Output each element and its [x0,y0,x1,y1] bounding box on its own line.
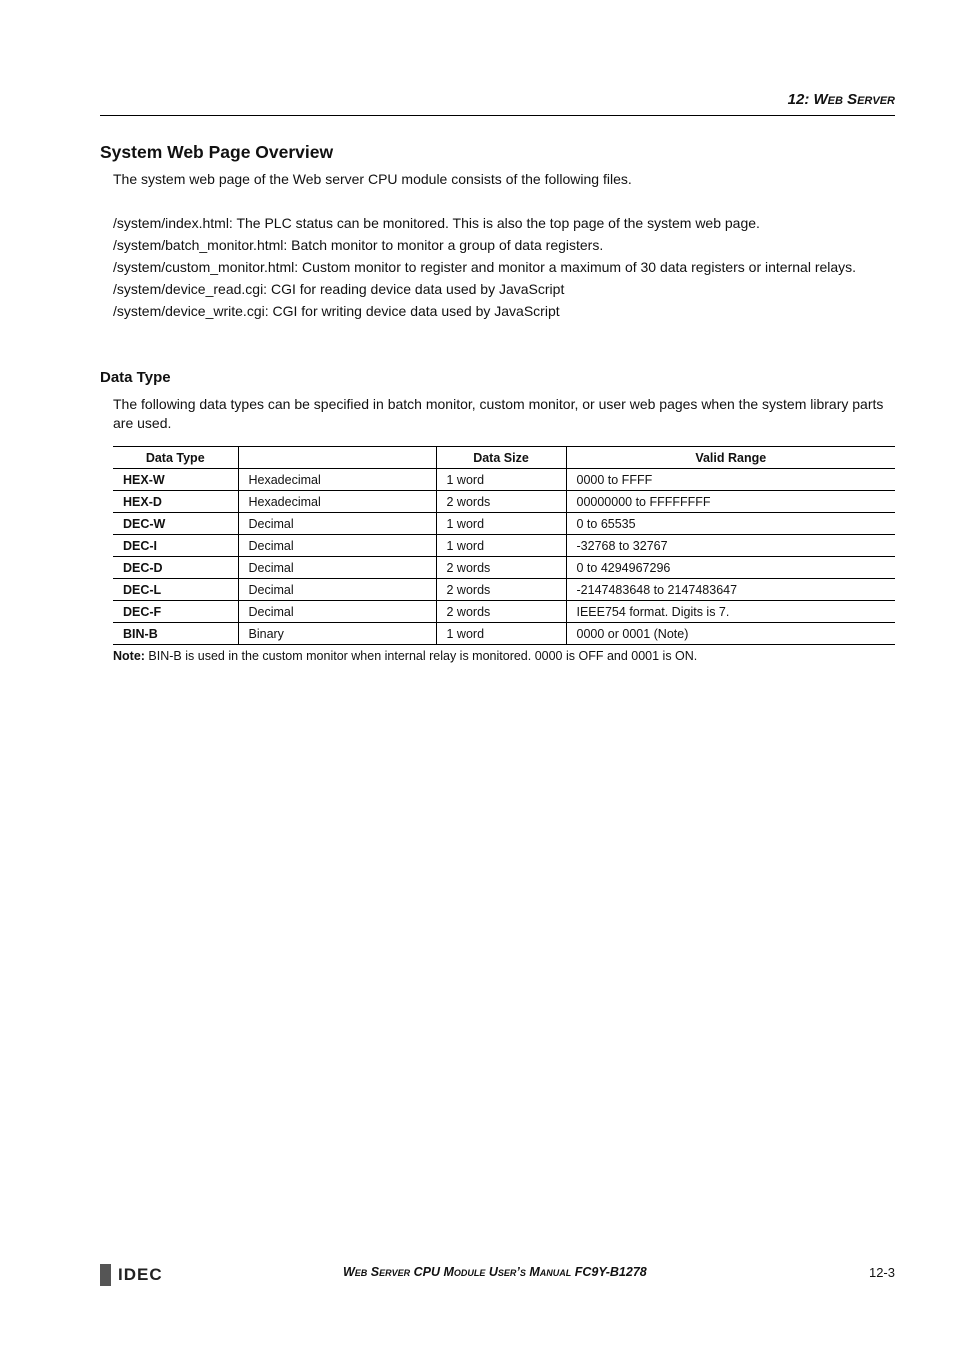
file-item-index: /system/index.html: The PLC status can be monitored. This is also the top page of the system web page. [113,215,760,231]
file-item-device-write: /system/device_write.cgi: CGI for writing device data used by JavaScript [113,303,560,319]
cell-type: DEC-I [113,535,238,557]
data-type-table [113,446,895,645]
cell-type: DEC-D [113,557,238,579]
header-data-size: Data Size [436,447,566,469]
header-valid-range: Valid Range [566,447,895,469]
cell-format: Decimal [238,513,436,535]
idec-logo-mark-icon [100,1264,116,1286]
cell-type: HEX-D [113,491,238,513]
cell-size: 2 words [436,601,566,623]
cell-range: 0000 to FFFF [566,469,895,491]
cell-size: 2 words [436,579,566,601]
cell-size: 2 words [436,557,566,579]
cell-range: IEEE754 format. Digits is 7. [566,601,895,623]
cell-size: 1 word [436,469,566,491]
footer-manual-title: Web Server CPU Module User’s Manual FC9Y-B1278 [343,1265,647,1279]
cell-type: DEC-F [113,601,238,623]
section-title: System Web Page Overview [100,142,334,162]
cell-format: Hexadecimal [238,469,436,491]
header-rule [100,115,895,116]
cell-format: Hexadecimal [238,491,436,513]
cell-range: 0 to 65535 [566,513,895,535]
cell-range: -2147483648 to 2147483647 [566,579,895,601]
table-row [113,513,895,535]
cell-size: 2 words [436,491,566,513]
page-number: 12-3 [868,1265,895,1280]
table-row [113,535,895,557]
subsection-intro: The following data types can be specified in batch monitor, custom monitor, or user web pages when the system library parts are used. [113,396,884,431]
cell-size: 1 word [436,535,566,557]
cell-size: 1 word [436,513,566,535]
table-row [113,601,895,623]
note-label: Note: [113,649,145,663]
cell-range: 0 to 4294967296 [566,557,895,579]
header-blank [238,447,436,469]
file-item-custom-monitor: /system/custom_monitor.html: Custom monitor to register and monitor a maximum of 30 data registers or internal relays. [113,259,857,275]
chapter-header: 12: Web Server [787,91,895,108]
idec-logo [100,1264,163,1286]
cell-format: Binary [238,623,436,645]
table-row [113,557,895,579]
cell-type: BIN-B [113,623,238,645]
cell-format: Decimal [238,535,436,557]
cell-type: DEC-W [113,513,238,535]
table-note [113,649,697,663]
idec-logo-text: IDEC [118,1265,163,1284]
table-row [113,579,895,601]
cell-format: Decimal [238,579,436,601]
file-item-batch-monitor: /system/batch_monitor.html: Batch monitor to monitor a group of data registers. [113,237,604,253]
cell-range: 0000 or 0001 (Note) [566,623,895,645]
note-text: BIN-B is used in the custom monitor when internal relay is monitored. 0000 is OFF and 0001 is ON. [144,649,698,663]
cell-format: Decimal [238,557,436,579]
cell-range: -32768 to 32767 [566,535,895,557]
file-list [113,214,893,324]
section-intro: The system web page of the Web server CPU module consists of the following files. [113,171,632,187]
cell-type: DEC-L [113,579,238,601]
cell-range: 00000000 to FFFFFFFF [566,491,895,513]
header-data-type: Data Type [113,447,238,469]
table-row [113,623,895,645]
cell-type: HEX-W [113,469,238,491]
table-row [113,491,895,513]
table-row [113,469,895,491]
cell-size: 1 word [436,623,566,645]
table-header-row [113,447,895,469]
file-item-device-read: /system/device_read.cgi: CGI for reading device data used by JavaScript [113,281,565,297]
cell-format: Decimal [238,601,436,623]
subsection-title: Data Type [100,369,171,386]
